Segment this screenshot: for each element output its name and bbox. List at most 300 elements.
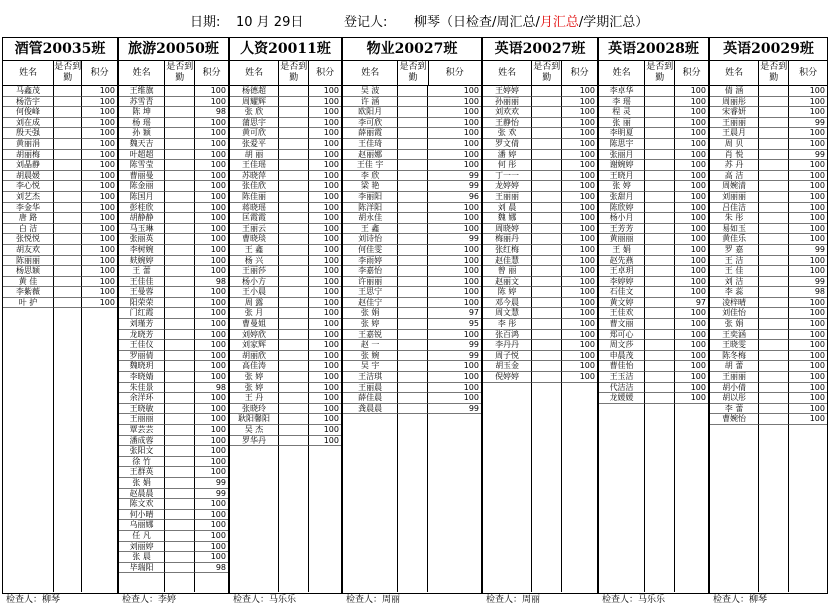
score-cell: 100	[428, 383, 481, 394]
score-cell: 100	[82, 224, 117, 235]
header-attend: 是否到勤	[533, 62, 561, 83]
student-name: 胡丽梅	[3, 150, 54, 161]
table-row	[230, 245, 341, 256]
attendance-cell	[279, 97, 308, 108]
table-row	[599, 118, 708, 129]
score-cell: 100	[195, 192, 228, 203]
empty-area	[599, 404, 708, 592]
table-row	[599, 319, 708, 330]
attendance-cell	[165, 425, 194, 436]
attendance-cell	[165, 277, 194, 288]
score-cell: 100	[309, 425, 341, 436]
table-row	[119, 340, 228, 351]
column-headers	[343, 61, 481, 86]
class-title: 英语20027班	[483, 38, 597, 61]
attendance-cell	[165, 489, 194, 500]
table-row	[483, 118, 597, 129]
table-row	[599, 107, 708, 118]
score-cell: 100	[309, 245, 341, 256]
score-cell: 100	[675, 393, 708, 404]
score-cell: 100	[428, 330, 481, 341]
table-row	[599, 266, 708, 277]
table-row	[119, 383, 228, 394]
student-name: 曹晓琰	[230, 234, 279, 245]
attendance-cell	[759, 192, 789, 203]
header-name: 姓名	[230, 61, 279, 85]
attendance-cell	[398, 213, 428, 224]
student-name: 胡友欢	[3, 245, 54, 256]
attendance-cell	[759, 256, 789, 267]
score-cell: 98	[789, 287, 827, 298]
option-semester: 学期汇总	[583, 15, 636, 30]
attendance-cell	[165, 436, 194, 447]
attendance-cell	[54, 266, 82, 277]
column-headers	[3, 61, 117, 86]
student-name: 马鑫茂	[3, 86, 54, 97]
student-name: 张 婉	[343, 351, 398, 362]
attendance-cell	[759, 340, 789, 351]
score-cell: 98	[195, 277, 228, 288]
table-row	[710, 287, 827, 298]
score-cell: 100	[675, 128, 708, 139]
checker-footer	[598, 593, 709, 613]
table-row	[230, 234, 341, 245]
score-cell: 100	[562, 213, 597, 224]
attendance-cell	[165, 552, 194, 563]
attendance-cell	[279, 361, 308, 372]
student-name: 蒋晓瑶	[230, 203, 279, 214]
table-row	[3, 107, 117, 118]
attendance-cell	[54, 107, 82, 118]
header-score: 积分	[202, 67, 221, 78]
student-name: 潘成蓉	[119, 436, 165, 447]
attendance-cell	[398, 97, 428, 108]
attendance-cell	[54, 171, 82, 182]
table-row	[483, 107, 597, 118]
student-name: 王 蕾	[119, 266, 165, 277]
score-cell: 100	[675, 351, 708, 362]
attendance-cell	[279, 107, 308, 118]
score-cell: 100	[675, 150, 708, 161]
table-row	[119, 414, 228, 425]
student-name: 梅丽丹	[483, 234, 532, 245]
score-cell: 100	[195, 298, 228, 309]
score-cell: 100	[195, 224, 228, 235]
sep-3: /	[578, 15, 584, 30]
score-cell: 100	[562, 150, 597, 161]
score-cell: 97	[675, 298, 708, 309]
score-cell: 100	[675, 277, 708, 288]
table-row	[599, 277, 708, 288]
table-row	[119, 457, 228, 468]
table-row	[3, 192, 117, 203]
student-name: 宋睿妍	[710, 107, 759, 118]
score-cell: 100	[195, 499, 228, 510]
attendance-cell	[759, 213, 789, 224]
student-name: 高 洁	[710, 171, 759, 182]
score-cell: 100	[82, 213, 117, 224]
attendance-cell	[645, 393, 674, 404]
student-name: 张 娟	[343, 308, 398, 319]
student-name: 张丽月	[599, 150, 645, 161]
attendance-cell	[279, 383, 308, 394]
student-name: 赵 一	[343, 340, 398, 351]
student-name: 王维旗	[119, 86, 165, 97]
attendance-cell	[165, 319, 194, 330]
attendance-cell	[54, 234, 82, 245]
attendance-cell	[645, 351, 674, 362]
table-row	[710, 224, 827, 235]
table-row	[3, 160, 117, 171]
student-name: 张红梅	[483, 245, 532, 256]
table-row	[230, 256, 341, 267]
attendance-cell	[645, 319, 674, 330]
student-name: 蒲思宇	[230, 118, 279, 129]
table-row	[119, 224, 228, 235]
score-cell: 100	[675, 245, 708, 256]
table-row	[230, 97, 341, 108]
table-row	[710, 266, 827, 277]
student-name: 王佳佳	[119, 277, 165, 288]
attendance-cell	[279, 171, 308, 182]
score-cell: 100	[562, 319, 597, 330]
table-row	[483, 287, 597, 298]
table-row	[710, 277, 827, 288]
attendance-cell	[645, 171, 674, 182]
table-row	[599, 128, 708, 139]
student-name: 杨小方	[230, 277, 279, 288]
student-name: 李 蕾	[710, 404, 759, 415]
student-name: 胡以彤	[710, 393, 759, 404]
score-cell: 100	[562, 277, 597, 288]
score-cell: 100	[195, 425, 228, 436]
table-row	[119, 436, 228, 447]
table-row	[343, 107, 481, 118]
score-cell: 100	[195, 150, 228, 161]
table-row	[343, 213, 481, 224]
score-cell: 100	[195, 118, 228, 129]
score-cell: 100	[195, 139, 228, 150]
attendance-cell	[398, 234, 428, 245]
score-cell: 100	[195, 351, 228, 362]
date-label: 日期:	[190, 15, 221, 30]
table-row	[3, 203, 117, 214]
table-row	[710, 340, 827, 351]
table-row	[710, 97, 827, 108]
checker-name: 检查人：柳琴	[6, 595, 61, 605]
table-row	[343, 245, 481, 256]
score-cell: 98	[195, 383, 228, 394]
table-row	[119, 213, 228, 224]
checker-footer	[709, 593, 828, 613]
table-row	[230, 160, 341, 171]
table-row	[343, 203, 481, 214]
table-row	[119, 478, 228, 489]
table-row	[119, 510, 228, 521]
student-name: 唐 路	[3, 213, 54, 224]
attendance-cell	[165, 446, 194, 457]
score-cell: 100	[309, 160, 341, 171]
score-cell: 100	[428, 97, 481, 108]
student-name: 陈金丽	[119, 181, 165, 192]
student-name: 赵丽娜	[343, 150, 398, 161]
date-value: 10 月 29日	[236, 15, 304, 30]
table-row	[710, 139, 827, 150]
table-row	[710, 319, 827, 330]
student-name: 王小晨	[230, 287, 279, 298]
score-cell: 100	[82, 192, 117, 203]
student-name: 凌梓晴	[710, 298, 759, 309]
student-name: 王佳欢	[599, 308, 645, 319]
score-cell: 100	[82, 298, 117, 309]
score-cell: 100	[309, 298, 341, 309]
student-name: 王思宁	[343, 287, 398, 298]
table-row	[599, 181, 708, 192]
table-row	[343, 192, 481, 203]
student-name: 李雨婷	[343, 256, 398, 267]
student-name: 张 婷	[230, 372, 279, 383]
score-cell: 100	[562, 118, 597, 129]
score-cell: 100	[789, 128, 827, 139]
attendance-cell	[398, 287, 428, 298]
table-row	[483, 361, 597, 372]
score-cell: 99	[428, 171, 481, 182]
empty-area	[710, 425, 827, 592]
table-row	[599, 234, 708, 245]
score-cell: 100	[428, 150, 481, 161]
table-row	[599, 287, 708, 298]
score-cell: 100	[82, 181, 117, 192]
student-name: 王晓月	[599, 171, 645, 182]
score-cell: 100	[195, 266, 228, 277]
attendance-cell	[279, 330, 308, 341]
column-headers	[230, 61, 341, 86]
table-row	[119, 160, 228, 171]
student-name: 王静怡	[483, 118, 532, 129]
student-name: 陈雪莹	[119, 160, 165, 171]
attendance-cell	[645, 160, 674, 171]
attendance-cell	[165, 478, 194, 489]
table-row	[483, 86, 597, 97]
student-name: 李金华	[3, 203, 54, 214]
student-name: 薛佳晨	[343, 393, 398, 404]
score-cell: 100	[309, 330, 341, 341]
attendance-cell	[279, 393, 308, 404]
student-name: 张 娟	[119, 478, 165, 489]
student-name: 程 灵	[599, 107, 645, 118]
table-row	[599, 372, 708, 383]
student-name: 李嘉怡	[343, 266, 398, 277]
table-row	[3, 245, 117, 256]
score-cell: 100	[195, 213, 228, 224]
table-row	[119, 542, 228, 553]
student-name: 赵先燕	[599, 256, 645, 267]
table-row	[119, 520, 228, 531]
checker-name: 检查人：马乐乐	[233, 595, 297, 605]
class-title: 酒管20035班	[3, 38, 117, 61]
student-name: 刘诗怡	[343, 234, 398, 245]
class-table	[229, 37, 342, 594]
score-cell: 100	[309, 266, 341, 277]
student-name: 张 晨	[119, 552, 165, 563]
attendance-cell	[54, 224, 82, 235]
table-row	[230, 150, 341, 161]
student-name: 赵晨晨	[119, 489, 165, 500]
score-cell: 100	[562, 330, 597, 341]
table-row	[343, 404, 481, 415]
attendance-cell	[398, 266, 428, 277]
attendance-cell	[165, 97, 194, 108]
attendance-cell	[279, 203, 308, 214]
score-cell: 100	[562, 340, 597, 351]
header-name: 姓名	[119, 61, 165, 85]
table-row	[343, 266, 481, 277]
score-cell: 100	[309, 436, 341, 447]
table-row	[119, 308, 228, 319]
table-row	[230, 351, 341, 362]
table-row	[710, 245, 827, 256]
table-row	[343, 340, 481, 351]
table-row	[599, 245, 708, 256]
column-headers	[119, 61, 228, 86]
attendance-cell	[279, 245, 308, 256]
student-name: 许 涵	[343, 97, 398, 108]
attendance-cell	[532, 118, 561, 129]
attendance-cell	[398, 308, 428, 319]
score-cell: 100	[789, 139, 827, 150]
attendance-cell	[759, 171, 789, 182]
score-cell: 99	[428, 340, 481, 351]
score-cell: 99	[428, 351, 481, 362]
score-cell: 100	[309, 213, 341, 224]
column-headers	[599, 61, 708, 86]
attendance-cell	[165, 224, 194, 235]
student-name: 胡丽欣	[230, 351, 279, 362]
table-row	[483, 308, 597, 319]
student-name: 彭桂欣	[119, 203, 165, 214]
score-cell: 100	[789, 181, 827, 192]
attendance-cell	[759, 128, 789, 139]
table-row	[230, 181, 341, 192]
table-row	[343, 160, 481, 171]
header-score: 积分	[316, 67, 335, 78]
attendance-cell	[532, 224, 561, 235]
attendance-cell	[398, 372, 428, 383]
student-name: 王曼蓉	[119, 287, 165, 298]
table-row	[483, 245, 597, 256]
student-name: 欧阳月	[343, 107, 398, 118]
attendance-cell	[279, 277, 308, 288]
recorder-name: 柳琴	[414, 15, 441, 30]
checker-footer	[342, 593, 482, 613]
table-row	[483, 181, 597, 192]
table-row	[230, 436, 341, 447]
score-cell: 100	[675, 97, 708, 108]
header-attend: 是否到勤	[166, 62, 194, 83]
score-cell: 100	[195, 457, 228, 468]
score-cell: 100	[562, 287, 597, 298]
attendance-cell	[54, 86, 82, 97]
attendance-cell	[532, 234, 561, 245]
score-cell: 100	[195, 171, 228, 182]
score-cell: 100	[675, 287, 708, 298]
score-cell: 100	[675, 192, 708, 203]
score-cell: 100	[428, 139, 481, 150]
attendance-cell	[645, 340, 674, 351]
attendance-cell	[398, 351, 428, 362]
score-cell: 99	[195, 478, 228, 489]
score-cell: 100	[675, 118, 708, 129]
attendance-cell	[54, 287, 82, 298]
student-name: 周 贝	[710, 139, 759, 150]
student-name: 曹文丽	[599, 319, 645, 330]
attendance-cell	[165, 393, 194, 404]
attendance-cell	[645, 277, 674, 288]
score-cell: 100	[675, 224, 708, 235]
score-cell: 100	[562, 372, 597, 383]
table-row	[343, 86, 481, 97]
score-cell: 100	[789, 393, 827, 404]
empty-area	[230, 446, 341, 592]
attendance-cell	[165, 128, 194, 139]
student-name: 匡霞霞	[230, 213, 279, 224]
score-cell: 100	[195, 510, 228, 521]
attendance-cell	[532, 256, 561, 267]
score-cell: 100	[309, 86, 341, 97]
student-name: 周文慧	[483, 308, 532, 319]
table-row	[343, 319, 481, 330]
attendance-cell	[398, 150, 428, 161]
student-name: 罗丽倩	[119, 351, 165, 362]
checker-footer	[482, 593, 598, 613]
student-name: 殷天强	[3, 128, 54, 139]
attendance-cell	[165, 499, 194, 510]
student-name: 李丹丹	[483, 340, 532, 351]
table-row	[483, 150, 597, 161]
score-cell: 100	[675, 86, 708, 97]
score-cell: 100	[562, 266, 597, 277]
student-name: 邓今晨	[483, 298, 532, 309]
student-name: 周婉清	[710, 181, 759, 192]
attendance-cell	[54, 128, 82, 139]
score-cell: 100	[82, 256, 117, 267]
attendance-cell	[165, 308, 194, 319]
table-row	[599, 86, 708, 97]
attendance-cell	[532, 86, 561, 97]
table-row	[483, 277, 597, 288]
checker-footer	[118, 593, 229, 613]
table-row	[343, 234, 481, 245]
attendance-cell	[165, 245, 194, 256]
table-row	[483, 298, 597, 309]
score-cell: 100	[789, 97, 827, 108]
score-cell: 100	[195, 531, 228, 542]
table-row	[599, 340, 708, 351]
table-row	[710, 308, 827, 319]
table-row	[483, 171, 597, 182]
student-name: 张丽英	[119, 234, 165, 245]
student-name: 赵丽文	[483, 277, 532, 288]
student-name: 李 欣	[343, 171, 398, 182]
student-name: 胡 蕾	[710, 361, 759, 372]
score-cell: 100	[428, 128, 481, 139]
score-cell: 100	[309, 351, 341, 362]
attendance-cell	[398, 340, 428, 351]
student-name: 王晨月	[710, 128, 759, 139]
attendance-cell	[54, 245, 82, 256]
score-cell: 100	[789, 213, 827, 224]
attendance-cell	[54, 277, 82, 288]
